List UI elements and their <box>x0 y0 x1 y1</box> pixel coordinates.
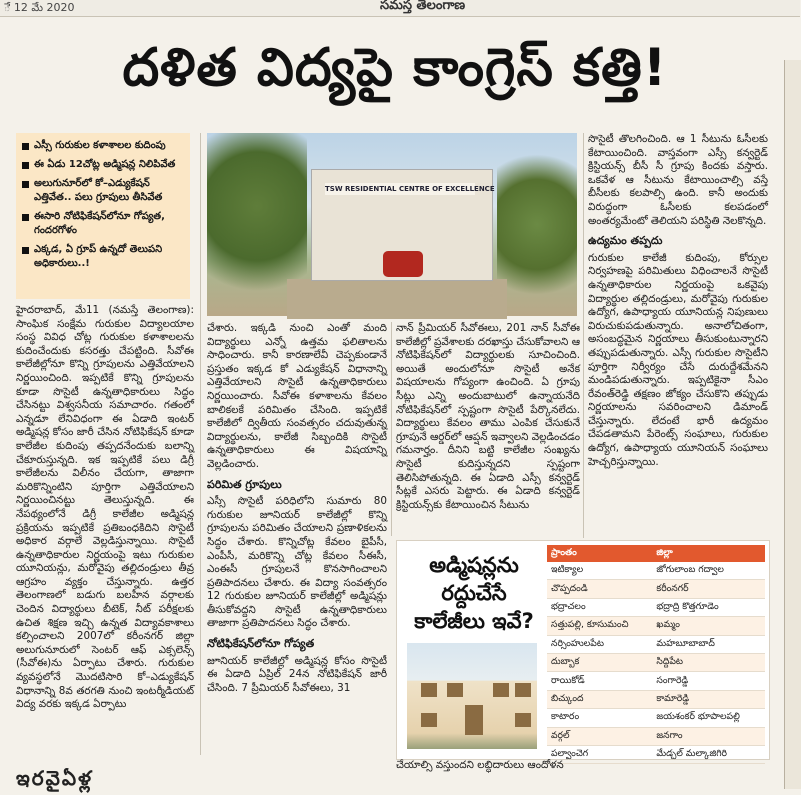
photo-car <box>383 251 423 277</box>
article-column-3 <box>396 322 580 532</box>
highlight-item: ఈ ఏడు 12చోట్ల అడ్మిషన్ల నిలిపివేత <box>22 158 184 172</box>
article-text: సొసైటీ తొలగించింది. ఆ 1 సీటును ఓసీలకు కేటాయించింది. వాస్తవంగా ఎస్సీ కన్వర్టెడ్ క్రిస్టియన్స్ బీసీ సీ గ్రూపు కిందకు వస్తారు. ఒకవేళ ఆ సీటును కేటాయించాల్సి వస్తే బీసీలకు కలపాల్సి ఉంది. కానీ అందుకు విరుద్ధంగా ఓసీలకు కలపడంలో అంతర్యమేంటో తెలియని పరిస్థితి నెలకొన్నది. <box>588 133 768 227</box>
cell-district: కామారెడ్డి <box>652 690 765 708</box>
cell-district: జనగాం <box>652 727 765 745</box>
cell-district: జయశంకర్ భూపాలపల్లి <box>652 709 765 727</box>
next-article-headline: ఇరవైఏళ్ల <box>16 766 93 790</box>
cell-district: మేడ్చల్ మల్కాజిగిరి <box>652 745 765 763</box>
table-row <box>547 562 765 580</box>
highlight-item: అలుగునూర్‌లో కో–ఎడ్యుకేషన్ ఎత్తివేత.. పలు గ్రూపులు తీసివేత <box>22 177 184 205</box>
cell-region: పల్వాంచెగ <box>547 745 652 763</box>
cell-region: వర్గల్ <box>547 727 652 745</box>
table-row <box>547 727 765 745</box>
adjacent-page-edge <box>784 60 801 789</box>
cell-district: కరీంనగర్ <box>652 580 765 598</box>
photo-window <box>447 683 463 697</box>
colleges-table <box>547 545 765 764</box>
photo-door <box>465 705 483 735</box>
article-column-1 <box>16 304 194 754</box>
table-row <box>547 580 765 598</box>
table-row <box>547 653 765 671</box>
table-row <box>547 690 765 708</box>
highlights-box <box>16 133 190 299</box>
cell-region: రాయికోడ్ <box>547 672 652 690</box>
highlight-item: ఎస్సీ గురుకుల కళాశాలల కుదింపు <box>22 139 184 153</box>
school-photo <box>207 133 577 316</box>
photo-window <box>515 683 531 697</box>
issue-date: ే 12 మే 2020 <box>4 1 75 14</box>
cell-region: ఇటిక్యాల <box>547 562 652 580</box>
photo-window <box>421 683 437 697</box>
highlights-list <box>22 139 184 271</box>
photo-trees-right <box>497 133 577 316</box>
cell-region: భద్రాచలం <box>547 598 652 616</box>
cell-district: మహబూబాబాద్ <box>652 635 765 653</box>
cell-region: నర్సింహులపేట <box>547 635 652 653</box>
article-column-4 <box>588 133 768 538</box>
photo-window <box>493 683 509 697</box>
photo-window <box>515 713 531 727</box>
article-text: ఎస్సీ సొసైటీ పరిధిలోని సుమారు 80 గురుకుల జూనియర్ కాలేజీల్లో కొన్ని గ్రూపులను పరిమితం చేయాలని ప్రణాళికలను సిద్ధం చేశారు. కొన్నిచోట్ల కేవలం బైపీసీ, ఎంపీసీ, మరికొన్ని చోట్ల కేవలం సీఈసీ, ఎంఈసీ గ్రూపులనే కొనసాగించాలని ప్రతిపాదనలు చేశారు. ఈ విద్యా సంవత్సరం 12 గురుకుల జూనియర్ కాలేజీల్లో అడ్మిషన్లు తీసుకోవద్దని సొసైటీ ఉన్నతాధికారులు తాజాగా ప్రతిపాదనలు సిద్ధం చేశారు. <box>207 495 387 630</box>
cell-district: సిద్దిపేట <box>652 653 765 671</box>
cell-region: చొప్పదండి <box>547 580 652 598</box>
cell-district: భద్రాద్రి కొత్తగూడెం <box>652 598 765 616</box>
article-text: హైదరాబాద్, మే11 (నమస్తే తెలంగాణ): సాంఘిక సంక్షేమ గురుకుల విద్యాలయాల సంస్థ వివిధ చోట్ల గురుకుల కళాశాలలను కుదించేందుకు కసరత్తు చేపట్టింది. సీవోఈ కాలేజీల్లోనూ కొన్ని గ్రూపులను ఎత్తివేయాలని నిర్ణయించింది. ఇప్పటికే కొన్ని గ్రూపులను కూడా సొసైటీ ఉన్నతాధికారులు సిద్ధం చేసినట్టు విశ్వసనీయ సమాచారం. గతంలో ఎన్నడూ లేనివిధంగా ఈ ఏడాది ఇంటర్ అడ్మిషన్ల కోసం జారీ చేసిన నోటిఫికేషన్ కూడా కాలేజీల కుదింపు తప్పదనేందుకు బలాన్ని చేకూరుస్తున్నది. ఇక ఇప్పటికే పలు డిగ్రీ కాలేజీలను విలీనం చేయగా, తాజాగా మరికొన్నింటిని పూర్తిగా ఎత్తివేయాలని నిర్ణయించినట్టు తెలుస్తున్నది. ఈ నేపథ్యంలోనే డిగ్రీ కాలేజీల అడ్మిషన్ల ప్రక్రియను ఇప్పటికే ప్రతిబంధకిదిని సొసైటీ అధికార వర్గాలే వెల్లడిస్తున్నాయి. సొసైటీ ఉన్నతాధికారుల నిర్ణయంపై ఇటు గురుకుల యూనియన్లు, మరోవైపు తల్లిదండ్రులు తీవ్ర ఆగ్రహం వ్యక్తం చేస్తున్నారు. ఉత్తర తెలంగాణలో బడుగు బలహీన వర్గాలకు చెందిన విద్యార్థులు బీటెక్, నీట్ పరీక్షలకు ఉచిత శిక్షణ ఇచ్చి ఉన్నత విద్యావకాశాలు కల్పించాలని 2007లో కరీంనగర్ జిల్లా అలుగునూరులో సెంటర్ ఆఫ్ ఎక్సలెన్స్ (సీవోఈ)ను ఏర్పాటు చేశారు. గురుకుల వ్యవస్థలోనే మొదటిసారి కో–ఎడ్యుకేషన్ విధానాన్ని 8వ తరగతి నుంచి ఇంటర్మీడియట్ విద్య వరకు ఇక్కడ ఏర్పాటు <box>16 304 194 711</box>
table-header-row <box>547 545 765 562</box>
cell-district: ఖమ్మం <box>652 617 765 635</box>
colleges-infobox <box>396 540 770 760</box>
highlight-item: ఈసారి నోటిఫికేషన్‌లోనూ గోప్యత, గందరగోళం <box>22 210 184 238</box>
article-column-2 <box>207 322 387 754</box>
cell-region: దుబ్బాక <box>547 653 652 671</box>
highlight-item: ఎక్కడ, ఏ గ్రూప్ ఉన్నదో తెలుపని అధికారులు..! <box>22 243 184 271</box>
cell-region: సత్తుపల్లి, కూసుమంచి <box>547 617 652 635</box>
header-region: ప్రాంతం <box>547 545 652 562</box>
table-row <box>547 617 765 635</box>
college-photo <box>407 643 537 749</box>
cell-district: సంగారెడ్డి <box>652 672 765 690</box>
table-row <box>547 672 765 690</box>
infobox-title: అడ్మిషన్లను రద్దుచేసే కాలేజీలు ఇవే? <box>414 553 534 633</box>
cell-region: బిచ్కుంద <box>547 690 652 708</box>
photo-road <box>287 279 507 319</box>
cell-region: కాటారం <box>547 709 652 727</box>
main-headline: దళిత విద్యపై కాంగ్రెస్ కత్తి! <box>122 38 668 98</box>
article-continuation: చేయాల్సి వస్తుందని లబ్ధిదారులు ఆందోళన <box>396 759 564 771</box>
column-rule <box>391 322 392 536</box>
table-row <box>547 598 765 616</box>
masthead: సమస్త తెలంగాణ <box>380 0 466 13</box>
header-district: జిల్లా <box>652 545 765 562</box>
article-subheading: పరిమిత గ్రూపులు <box>207 477 282 491</box>
article-subheading: నోటిఫికేషన్‌లోనూ గోప్యత <box>207 637 315 651</box>
photo-sign: TSW RESIDENTIAL CENTRE OF EXCELLENCE <box>325 185 495 193</box>
article-text: జూనియర్ కాలేజీల్లో అడ్మిషన్ల కోసం సొసైటీ ఈ ఏడాది ఏప్రిల్ 24న నోటిఫికేషన్ జారీ చేసింది. 7 ప్రీమియర్ సీవోఈలు, 31 <box>207 654 387 694</box>
column-rule <box>583 133 584 538</box>
table-row <box>547 709 765 727</box>
top-strip <box>0 0 800 17</box>
column-rule <box>200 133 201 755</box>
table-row <box>547 635 765 653</box>
cell-district: జోగులాంబ గద్వాల <box>652 562 765 580</box>
photo-window <box>421 713 437 727</box>
article-text: గురుకుల కాలేజీ కుదింపు, కోర్సుల నిర్వహణపై పరిమితులు విధించాలనే సొసైటీ ఉన్నతాధికారుల నిర్ణయంపై ఒకవైపు విద్యార్థుల తల్లిదండ్రులు, మరోవైపు గురుకుల ఉద్యోగ, ఉపాధ్యాయ యూనియన్ల నిపుణులు విరుచుకుపడుతున్నారు. అనాలోచితంగా, అసంబద్ధమైన నిర్ణయాలు తీసుకుంటున్నారని తప్పుపడుతున్నారు. ఎస్సీ గురుకుల సొసైటీని పూర్తిగా నిర్వీర్యం చేసే దురుద్దేశమేనని మండిపడుతున్నారు. ఇప్పటికైనా సీఎం రేవంత్‌రెడ్డి తక్షణం జోక్యం చేసుకొని తప్పుడు నిర్ణయాలను సవరించాలని డిమాండ్ చేస్తున్నారు. లేదంటే భారీ ఉద్యమం చేపడతామని పేరెంట్స్ సంఘాలు, గురుకుల ఉద్యోగ, ఉపాధ్యాయ యూనియన్ సంఘాలు హెచ్చరిస్తున్నాయి. <box>588 251 768 468</box>
article-text: నాన్ ప్రీమియర్ సీవోఈలు, 201 నాన్ సీవోఈ కాలేజీల్లో ప్రవేశాలకు దరఖాస్తు చేసుకోవాలని ఆ నోటిఫికేషన్‌లో విద్యార్థులకు సూచించింది. అయితే అందులోనూ సొసైటీ అనేక విషయాలను గోప్యంగా ఉంచింది. ఏ గ్రూపు సీట్లు ఎన్ని అందుబాటులో ఉన్నాయనేది నోటిఫికేషన్‌లో స్పష్టంగా సొసైటీ పేర్కొనలేదు. విద్యార్థులు కేవలం తాము ఎంపిక చేసుకునే గ్రూపునే ఆర్డర్‌లో ఆప్షన్ ఇవ్వాలని వెల్లడించడం గమనార్హం. దీనిని బట్టి కాలేజీల సంఖ్యను సొసైటీ కుదిస్తున్నదని స్పష్టంగా తెలిసిపోతున్నది. ఈ ఏడాది ఎస్సీ కన్వర్టెడ్ సీట్లకే ఎసరు పెట్టారు. ఈ ఏడాది కన్వర్టెడ్ క్రిస్టియన్స్‌కు కేటాయించిన సీటును <box>396 322 580 511</box>
article-text: చేశారు. ఇక్కడి నుంచి ఎంతో మంది విద్యార్థులు ఎన్నో ఉత్తమ ఫలితాలను సాధించారు. కానీ కారణాలేవీ చెప్పకుండానే ప్రస్తుతం ఇక్కడ కో ఎడ్యుకేషన్ విధానాన్ని ఎత్తివేయాలని సొసైటీ ఉన్నతాధికారులు నిర్ణయించారు. సీవోఈ కళాశాలను కేవలం బాలికలకే పరిమితం చేసింది. ఇప్పటికే కాలేజీలో ద్వితీయ సంవత్సరం చదువుతున్న విద్యార్థులను, కాలేజీ సిబ్బందికి సొసైటీ ఉన్నతాధికారులు ఈ విషయాన్ని వెల్లడించారు. <box>207 322 387 470</box>
article-subheading: ఉద్యమం తప్పదు <box>588 234 663 248</box>
